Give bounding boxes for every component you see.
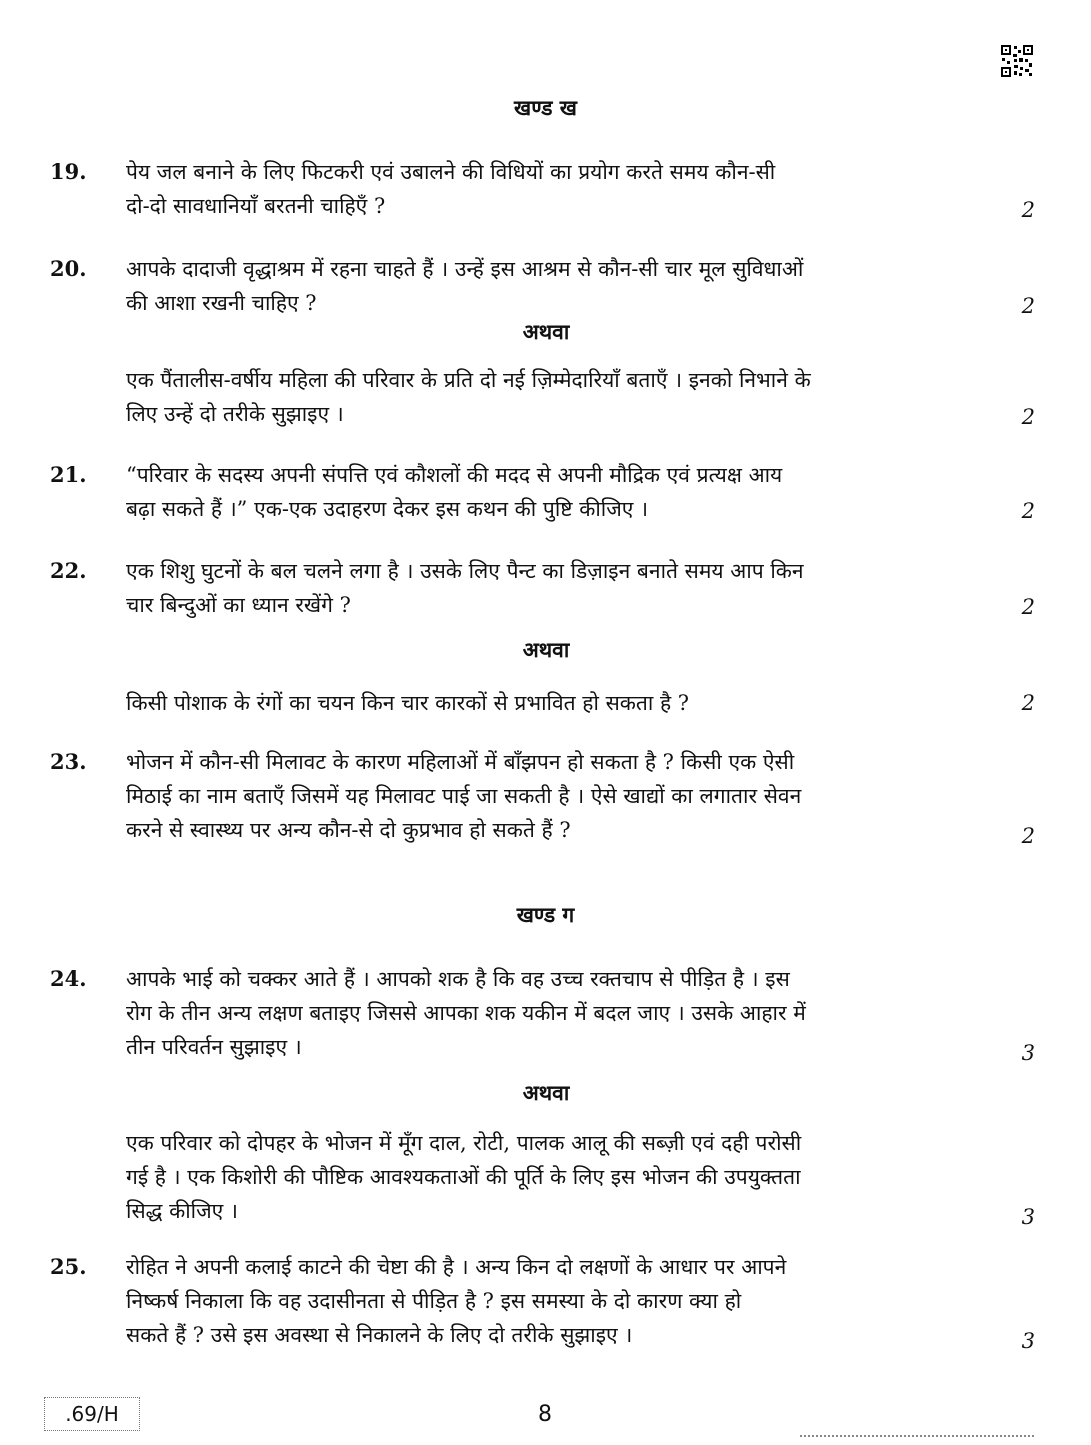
page-number: 8 (538, 1402, 552, 1427)
question-line: आपके भाई को चक्कर आते हैं । आपको शक है कि वह उच्च रक्तचाप से पीड़ित है । इस (126, 967, 790, 991)
alternative-marks: 2 (1021, 405, 1035, 429)
question-number: 23. (50, 749, 87, 774)
question-line: एक शिशु घुटनों के बल चलने लगा है । उसके लिए पैन्ट का डिज़ाइन बनाते समय आप किन (126, 559, 804, 583)
question-line: एक परिवार को दोपहर के भोजन में मूँग दाल, रोटी, पालक आलू की सब्ज़ी एवं दही परोसी (126, 1131, 802, 1155)
question-text (126, 745, 978, 847)
question-line: एक पैंतालीस-वर्षीय महिला की परिवार के प्रति दो नई ज़िम्मेदारियाँ बताएँ । इनको निभाने के (126, 368, 811, 392)
question-number: 20. (50, 256, 87, 281)
question-line: सकते हैं ? उसे इस अवस्था से निकालने के लिए दो तरीके सुझाइए । (126, 1323, 633, 1347)
question-line: की आशा रखनी चाहिए ? (126, 291, 317, 315)
question-line: चार बिन्दुओं का ध्यान रखेंगे ? (126, 593, 351, 617)
question-line: रोग के तीन अन्य लक्षण बताइए जिससे आपका शक यकीन में बदल जाए । उसके आहार में (126, 1001, 806, 1025)
question-line: आपके दादाजी वृद्धाश्रम में रहना चाहते हैं । उन्हें इस आश्रम से कौन-सी चार मूल सुविधाओं (126, 257, 804, 281)
question-line: दो-दो सावधानियाँ बरतनी चाहिएँ ? (126, 194, 386, 218)
question-number: 25. (50, 1254, 87, 1279)
footer-code-rule (44, 1397, 45, 1431)
qr-code-icon (1000, 44, 1034, 78)
footer-code-rule (139, 1397, 140, 1431)
alternative-text (126, 363, 978, 431)
paper-code-text: .69/H (65, 1402, 119, 1426)
alternative-marks: 3 (1021, 1205, 1035, 1229)
paper-code (44, 1397, 140, 1431)
question-text (126, 962, 978, 1064)
question-line: “परिवार के सदस्य अपनी संपत्ति एवं कौशलों की मदद से अपनी मौद्रिक एवं प्रत्यक्ष आय (126, 463, 783, 487)
question-line: लिए उन्हें दो तरीके सुझाइए । (126, 402, 344, 426)
or-label: अथवा (522, 319, 570, 344)
question-line: तीन परिवर्तन सुझाइए । (126, 1035, 302, 1059)
question-number: 21. (50, 462, 87, 487)
footer-code-rule (44, 1430, 140, 1431)
question-line: मिठाई का नाम बताएँ जिसमें यह मिलावट पाई जा सकती है । ऐसे खाद्यों का लगातार सेवन (126, 784, 802, 808)
alternative-text (126, 1126, 978, 1228)
question-line: पेय जल बनाने के लिए फिटकरी एवं उबालने की विधियों का प्रयोग करते समय कौन-सी (126, 160, 776, 184)
alternative-text (126, 686, 978, 720)
question-number: 19. (50, 159, 87, 184)
question-marks: 2 (1021, 499, 1035, 523)
question-marks: 2 (1021, 595, 1035, 619)
question-line: किसी पोशाक के रंगों का चयन किन चार कारकों से प्रभावित हो सकता है ? (126, 691, 690, 715)
footer-dotted-rule (800, 1435, 1034, 1437)
question-line: रोहित ने अपनी कलाई काटने की चेष्टा की है । अन्य किन दो लक्षणों के आधार पर आपने (126, 1255, 787, 1279)
question-marks: 2 (1021, 824, 1035, 848)
section-b-title: खण्ड ख (514, 95, 577, 120)
question-line: निष्कर्ष निकाला कि वह उदासीनता से पीड़ित है ? इस समस्या के दो कारण क्या हो (126, 1289, 742, 1313)
question-text (126, 554, 978, 622)
section-c-title: खण्ड ग (516, 902, 575, 927)
question-text (126, 1250, 978, 1352)
question-line: करने से स्वास्थ्य पर अन्य कौन-से दो कुप्रभाव हो सकते हैं ? (126, 818, 571, 842)
question-number: 22. (50, 558, 87, 583)
question-line: बढ़ा सकते हैं ।” एक-एक उदाहरण देकर इस कथन की पुष्टि कीजिए । (126, 497, 649, 521)
question-marks: 3 (1021, 1329, 1035, 1353)
question-marks: 2 (1021, 198, 1035, 222)
alternative-marks: 2 (1021, 691, 1035, 715)
question-text (126, 252, 978, 320)
question-line: गई है । एक किशोरी की पौष्टिक आवश्यकताओं की पूर्ति के लिए इस भोजन की उपयुक्तता (126, 1165, 801, 1189)
footer-code-rule (44, 1397, 140, 1398)
question-line: सिद्ध कीजिए । (126, 1199, 238, 1223)
or-label: अथवा (522, 637, 570, 662)
or-label: अथवा (522, 1080, 570, 1105)
question-marks: 3 (1021, 1041, 1035, 1065)
question-marks: 2 (1021, 294, 1035, 318)
question-line: भोजन में कौन-सी मिलावट के कारण महिलाओं में बाँझपन हो सकता है ? किसी एक ऐसी (126, 750, 795, 774)
question-number: 24. (50, 966, 87, 991)
question-text (126, 155, 978, 223)
question-text (126, 458, 978, 526)
